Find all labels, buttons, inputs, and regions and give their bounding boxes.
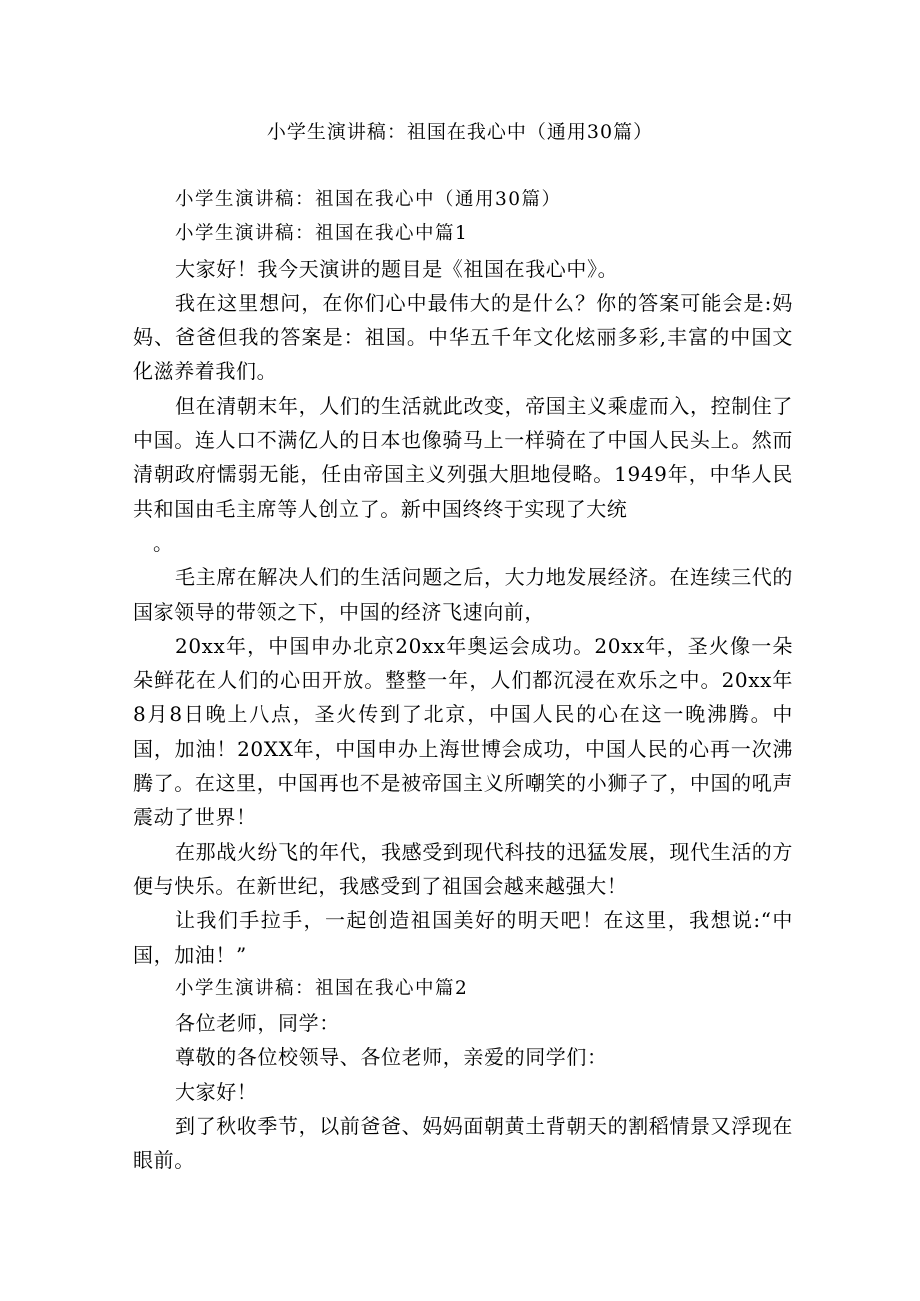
document-body: [133, 183, 793, 1178]
paragraph: 尊敬的各位校领导、各位老师，亲爱的同学们：: [175, 1045, 608, 1070]
paragraph: 让我们手拉手，一起创造祖国美好的明天吧！在这里，我想说:“中国，加油！”: [133, 908, 793, 967]
section-heading: 小学生演讲稿：祖国在我心中篇2: [175, 977, 469, 999]
paragraph: 大家好！: [175, 1079, 258, 1104]
paragraph: 毛主席在解决人们的生活问题之后，大力地发展经济。在连续三代的国家领导的带领之下，中国的经济飞速向前，: [133, 565, 793, 624]
paragraph: 到了秋收季节，以前爸爸、妈妈面朝黄土背朝天的割稻情景又浮现在眼前。: [133, 1114, 793, 1173]
section-heading: 小学生演讲稿：祖国在我心中篇1: [175, 223, 469, 245]
paragraph: 大家好！我今天演讲的题目是《祖国在我心中》。: [175, 256, 619, 281]
orphan-punctuation: 。: [153, 530, 173, 555]
document-title: 小学生演讲稿：祖国在我心中（通用30篇）: [266, 121, 654, 143]
paragraph: 但在清朝末年，人们的生活就此改变，帝国主义乘虚而入，控制住了中国。连人口不满亿人的日本也像骑马上一样骑在了中国人民头上。然而清朝政府懦弱无能，任由帝国主义列强大胆地侵略。1949年，中华人民共和国由毛主席等人创立了。新中国终终于实现了大统: [133, 393, 793, 521]
paragraph: 我在这里想问，在你们心中最伟大的是什么？你的答案可能会是:妈妈、爸爸但我的答案是：祖国。中华五千年文化炫丽多彩,丰富的中国文化滋养着我们。: [133, 290, 793, 384]
paragraph: 各位老师，同学：: [175, 1011, 340, 1036]
paragraph: 20xx年，中国申办北京20xx年奥运会成功。20xx年，圣火像一朵朵鲜花在人们的心田开放。整整一年，人们都沉浸在欢乐之中。20xx年8月8日晚上八点，圣火传到了北京，中国人民的心在这一晚沸腾。中国，加油！20XX年，中国申办上海世博会成功，中国人民的心再一次沸腾了。在这里，中国再也不是被帝国主义所嘲笑的小狮子了，中国的吼声震动了世界！: [133, 633, 793, 830]
paragraph: 小学生演讲稿：祖国在我心中（通用30篇）: [175, 189, 562, 210]
paragraph: 在那战火纷飞的年代，我感受到现代科技的迅猛发展，现代生活的方便与快乐。在新世纪，我感受到了祖国会越来越强大！: [133, 839, 793, 898]
